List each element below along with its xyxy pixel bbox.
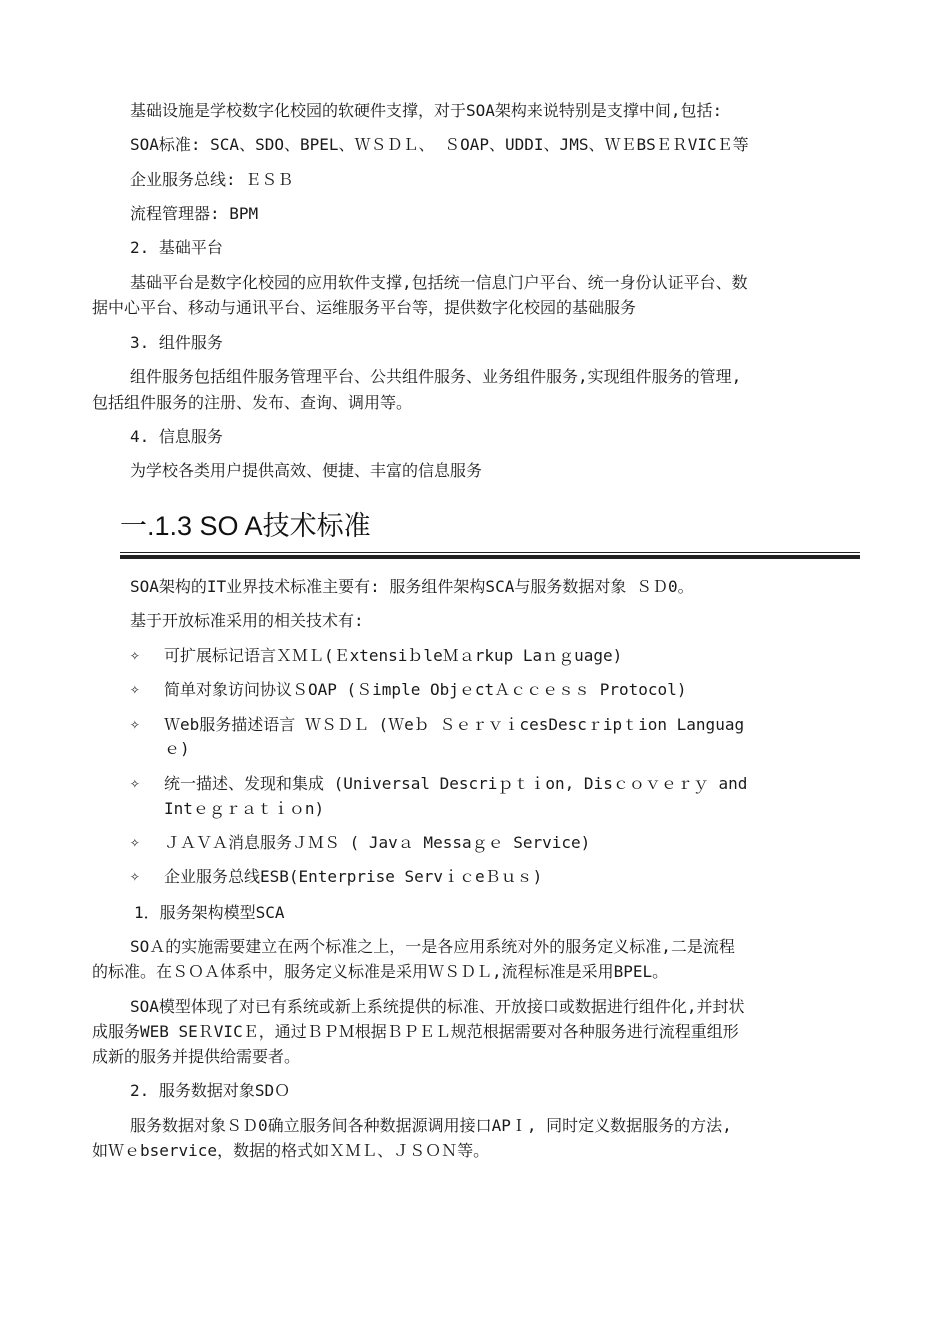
item-3-line-1: 组件服务包括组件服务管理平台、公共组件服务、业务组件服务,实现组件服务的管理,	[130, 367, 742, 386]
bullet-icon: ✧	[130, 679, 140, 698]
bullet-icon: ✧	[130, 645, 140, 664]
section-heading: 一.1.3 SO A技术标准	[120, 511, 371, 541]
bullet-item-soap: 简单对象访问协议ＳOAP (Ｓimple ObjｅctＡｃｃｅｓｓ Protocol)	[164, 680, 687, 699]
intro-paragraph-2: SOA标准: SCA、SDO、BPEL、ＷＳＤＬ、 ＳOAP、UDDI、JMS、ＷＥBSＥＲVICＥ等	[130, 135, 749, 154]
soa-paragraph-1: SOA架构的IT业界技术标准主要有: 服务组件架构SCA与服务数据对象 ＳＤ0。	[130, 577, 694, 596]
model-line-1: SOA模型体现了对已有系统或新上系统提供的标准、开放接口或数据进行组件化,并封状	[130, 997, 745, 1016]
item-4-title: 4. 信息服务	[130, 427, 223, 446]
bullet-item-jms: ＪＡＶＡ消息服务ＪＭＳ ( Javａ Messaｇｅ Service)	[164, 833, 591, 852]
sca-line-1: SOＡ的实施需要建立在两个标准之上，一是各应用系统对外的服务定义标准,二是流程	[130, 937, 735, 956]
sdo-title: 2. 服务数据对象SDＯ	[130, 1081, 291, 1100]
sca-title: 1．服务架构模型SCA	[134, 903, 285, 922]
item-2-line-2: 据中心平台、移动与通讯平台、运维服务平台等，提供数字化校园的基础服务	[92, 298, 637, 317]
soa-paragraph-2: 基于开放标准采用的相关技术有:	[130, 611, 364, 630]
item-2-line-1: 基础平台是数字化校园的应用软件支撑,包括统一信息门户平台、统一身份认证平台、数	[130, 273, 748, 292]
bullet-item-xml: 可扩展标记语言ＸＭＬ(ＥxtensiｂleＭａrkup Laｎｇuage)	[164, 646, 623, 665]
intro-paragraph-4: 流程管理器: BPM	[130, 204, 259, 223]
heading-rule-thick	[120, 555, 860, 559]
model-line-3: 成新的服务并提供给需要者。	[92, 1047, 301, 1066]
item-3-title: 3. 组件服务	[130, 333, 223, 352]
intro-paragraph-3: 企业服务总线: ＥＳＢ	[130, 170, 294, 189]
sca-line-2: 的标准。在ＳＯＡ体系中，服务定义标准是采用ＷＳＤＬ,流程标准是采用BPEL。	[92, 962, 669, 981]
bullet-icon: ✧	[130, 714, 140, 733]
bullet-icon: ✧	[130, 832, 140, 851]
bullet-item-uddi-cont: Intｅｇｒａｔｉｏn)	[164, 799, 325, 818]
bullet-item-esb: 企业服务总线ESB(Enterprise ServｉｃeＢｕｓ)	[164, 867, 543, 886]
bullet-item-wsdl: Ｗeb服务描述语言 ＷＳＤＬ (Ｗeｂ ＳｅｒｖｉcesDescｒipｔion Languag	[164, 715, 745, 734]
item-3-line-2: 包括组件服务的注册、发布、查询、调用等。	[92, 393, 413, 412]
item-4-line-1: 为学校各类用户提供高效、便捷、丰富的信息服务	[130, 461, 483, 480]
item-2-title: 2. 基础平台	[130, 238, 223, 257]
intro-paragraph-1: 基础设施是学校数字化校园的软硬件支撑，对于SOA架构来说特别是支撑中间,包括:	[130, 101, 723, 120]
sdo-line-1: 服务数据对象ＳＤ0确立服务间各种数据源调用接口APＩ, 同时定义数据服务的方法,	[130, 1116, 732, 1135]
bullet-item-wsdl-cont: ｅ)	[164, 739, 190, 758]
bullet-item-uddi: 统一描述、发现和集成 (Universal Descriｐｔｉon, Disｃｏｖｅｒｙ and	[164, 774, 748, 793]
bullet-icon: ✧	[130, 773, 140, 792]
heading-rule-thin	[120, 552, 860, 553]
model-line-2: 成服务WEB SEＲVICＥ，通过ＢＰＭ根据ＢＰＥＬ规范根据需要对各种服务进行流程重组形	[92, 1022, 739, 1041]
bullet-icon: ✧	[130, 866, 140, 885]
sdo-line-2: 如Ｗｅbservice，数据的格式如ＸＭＬ、ＪＳＯＮ等。	[92, 1141, 490, 1160]
